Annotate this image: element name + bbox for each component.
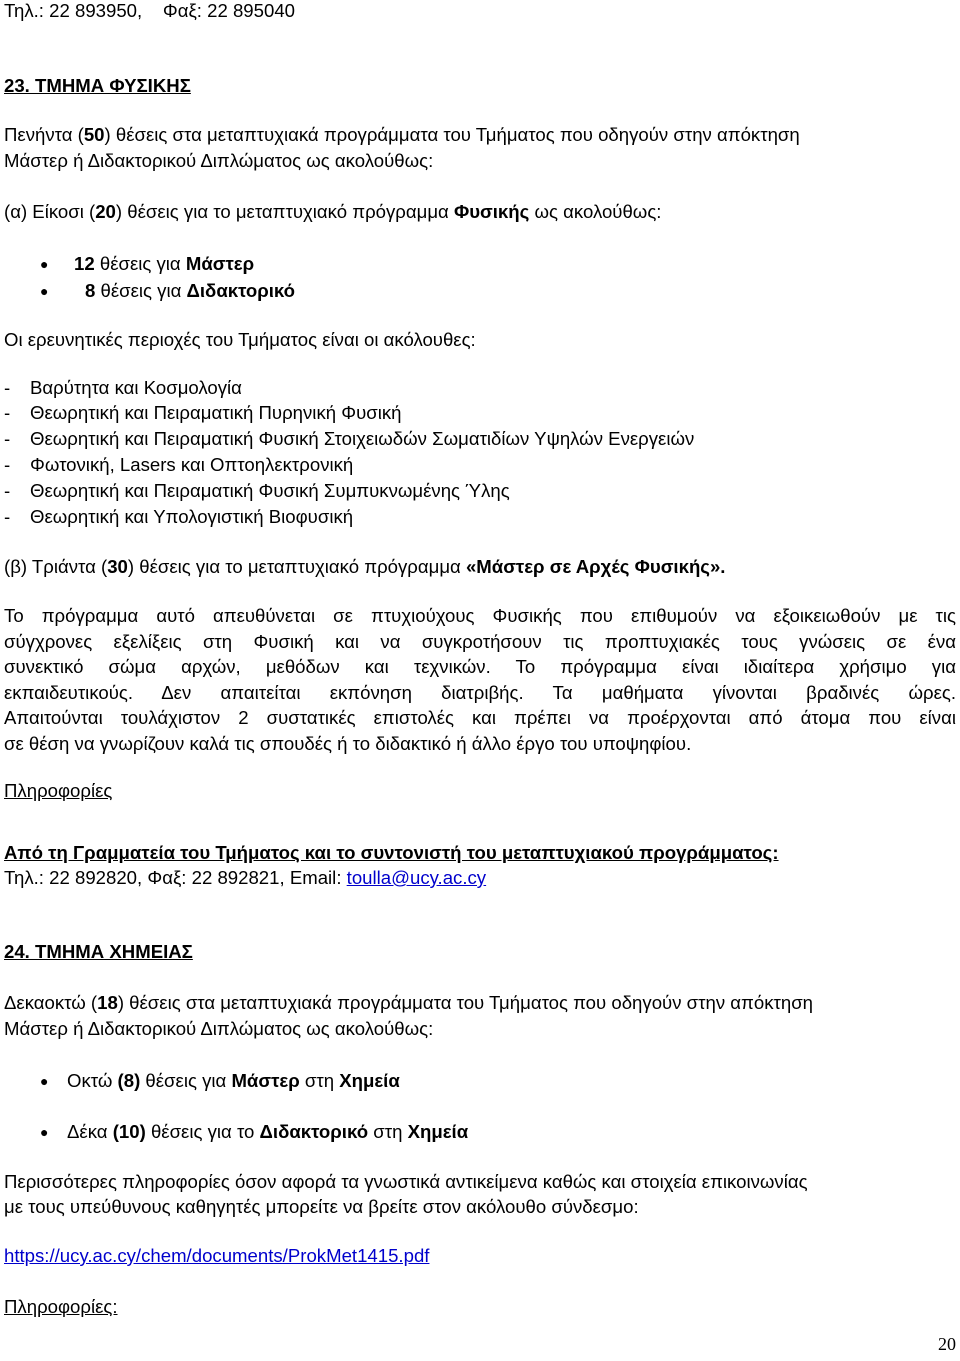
chemistry-more-line1: Περισσότερες πληροφορίες όσον αφορά τα γνωστικά αντικείμενα καθώς και στοιχεία επικοινωνίας	[4, 1171, 808, 1192]
research-area: - Βαρύτητα και Κοσμολογία	[4, 377, 242, 398]
bullet-icon: ●	[40, 256, 49, 272]
chemistry-bullet-master: Οκτώ (8) θέσεις για Μάστερ στη Χημεία	[67, 1070, 400, 1091]
bullet-icon: ●	[40, 283, 49, 299]
top-fax: Φαξ: 22 895040	[162, 0, 296, 21]
email-link[interactable]: toulla@ucy.ac.cy	[346, 867, 487, 888]
research-area: - Φωτονική, Lasers και Οπτοηλεκτρονική	[4, 454, 354, 475]
msc-description: Το πρόγραμμα αυτό απευθύνεται σε πτυχιούχους Φυσικής που επιθυμούν να εξοικειωθούν με τις σύγχρονες εξελίξεις στη Φυσική και να συγκροτήσουν τις προπτυχιακές τους γνώσεις σε ένα συνεκτικό σώμα αρχών, μεθόδων και τεχνικών. Το πρόγραμμα είναι ιδιαίτερα χρήσιμο για εκπαιδευτικούς. Δεν απαιτείται εκπόνηση διατριβής. Τα μαθήματα γίνονται βραδινές ώρες. Απαιτούνται τουλάχιστον 2 συστατικές επιστολές και πρέπει να προέρχονται από άτομα που είναι σε θέση να γνωρίζουν καλά τις σπουδές ή το διδακτικό ή άλλο έργο του υποψηφίου.	[4, 605, 956, 754]
chemistry-bullet-phd: Δέκα (10) θέσεις για το Διδακτορικό στη Χημεία	[67, 1121, 469, 1142]
chemistry-heading: 24. ΤΜΗΜΑ ΧΗΜΕΙΑΣ	[4, 941, 193, 962]
physics-bullet-master: 12 θέσεις για Μάστερ	[74, 253, 255, 274]
research-area: - Θεωρητική και Πειραματική Φυσική Συμπυκνωμένης Ύλης	[4, 480, 510, 501]
chemistry-more-line2: με τους υπεύθυνους καθηγητές μπορείτε να βρείτε στον ακόλουθο σύνδεσμο:	[4, 1196, 639, 1217]
research-intro: Οι ερευνητικές περιοχές του Τμήματος είναι οι ακόλουθες:	[4, 329, 476, 350]
physics-bullet-phd: 8 θέσεις για Διδακτορικό	[85, 280, 296, 301]
page-number: 20	[938, 1334, 956, 1354]
chemistry-intro-line1: Δεκαοκτώ (18) θέσεις στα μεταπτυχιακά προγράμματα του Τμήματος που οδηγούν στην απόκτηση	[4, 992, 814, 1013]
research-area: - Θεωρητική και Πειραματική Φυσική Στοιχειωδών Σωματιδίων Υψηλών Ενεργειών	[4, 428, 695, 449]
physics-info-heading: Πληροφορίες	[4, 780, 113, 801]
physics-part-a: (α) Είκοσι (20) θέσεις για το μεταπτυχιακό πρόγραμμα Φυσικής ως ακολούθως:	[4, 201, 662, 222]
top-contact	[4, 0, 295, 22]
physics-secretariat: Από τη Γραμματεία του Τμήματος και το συντονιστή του μεταπτυχιακού προγράμματος:	[4, 842, 779, 863]
research-area: - Θεωρητική και Υπολογιστική Βιοφυσική	[4, 506, 354, 527]
chemistry-intro-line2: Μάστερ ή Διδακτορικού Διπλώματος ως ακολούθως:	[4, 1018, 434, 1039]
physics-part-b: (β) Τριάντα (30) θέσεις για το μεταπτυχιακό πρόγραμμα «Μάστερ σε Αρχές Φυσικής».	[4, 556, 726, 577]
research-area: - Θεωρητική και Πειραματική Πυρηνική Φυσική	[4, 402, 402, 423]
chemistry-link[interactable]: https://ucy.ac.cy/chem/documents/ProkMet1415.pdf	[4, 1245, 430, 1266]
chemistry-info-heading: Πληροφορίες:	[4, 1296, 118, 1317]
physics-intro-line1: Πενήντα (50) θέσεις στα μεταπτυχιακά προγράμματα του Τμήματος που οδηγούν στην απόκτηση	[4, 124, 800, 145]
bullet-icon: ●	[40, 1073, 49, 1089]
top-tel: Τηλ.: 22 893950,	[4, 0, 143, 21]
bullet-icon: ●	[40, 1124, 49, 1140]
physics-intro-line2: Μάστερ ή Διδακτορικού Διπλώματος ως ακολούθως:	[4, 150, 434, 171]
physics-heading: 23. ΤΜΗΜΑ ΦΥΣΙΚΗΣ	[4, 75, 191, 96]
physics-contact: Τηλ.: 22 892820, Φαξ: 22 892821, Email: toulla@ucy.ac.cy	[4, 867, 487, 888]
